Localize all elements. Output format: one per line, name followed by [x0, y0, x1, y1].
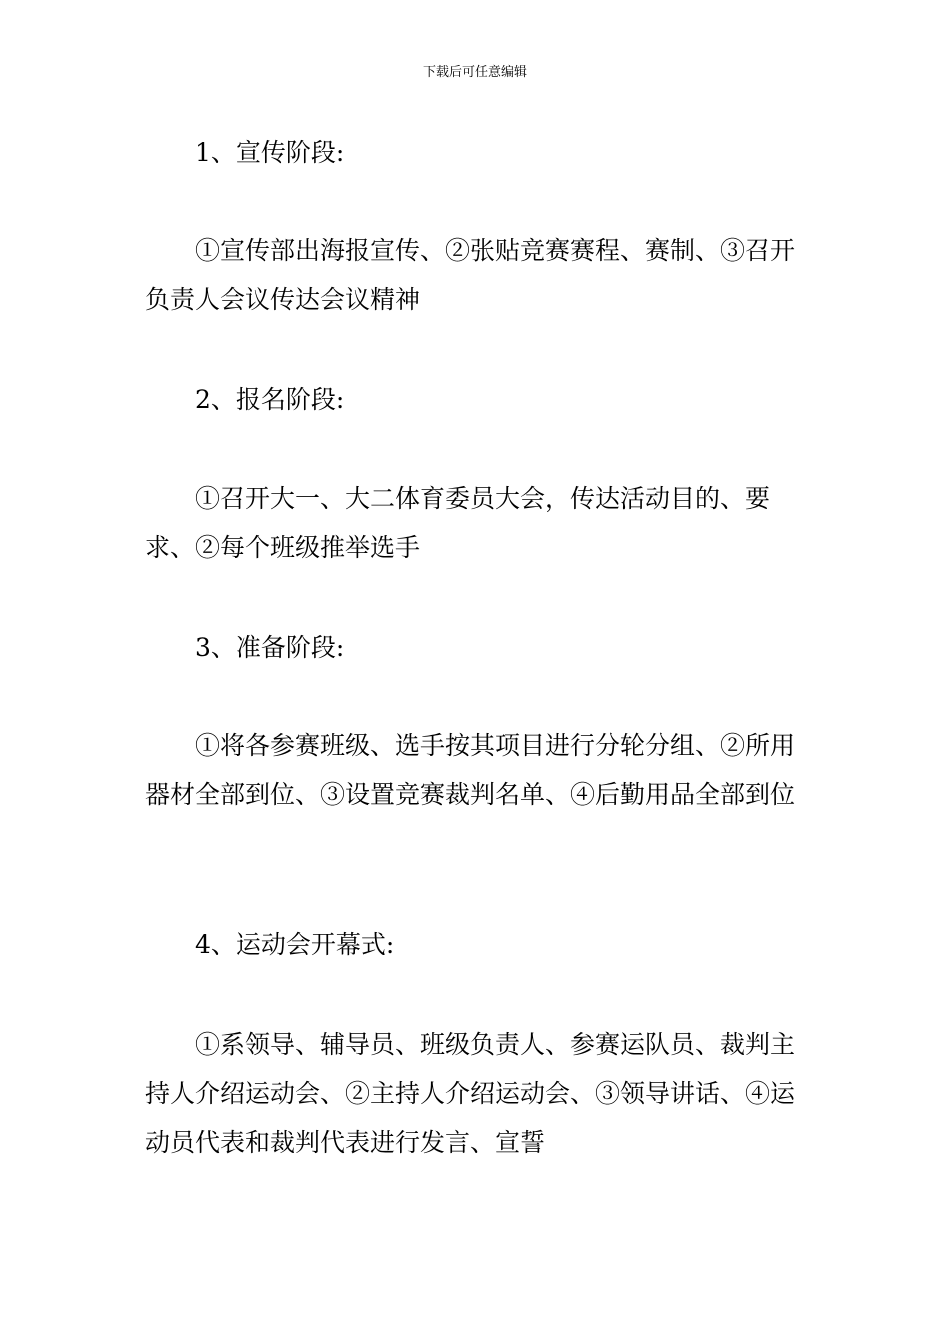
- paragraph-preparation: ①将各参赛班级、选手按其项目进行分轮分组、②所用器材全部到位、③设置竞赛裁判名单、④后勤用品全部到位: [145, 731, 796, 809]
- section-heading-preparation: 3、准备阶段:: [195, 633, 345, 662]
- paragraph-publicity: ①宣传部出海报宣传、②张贴竞赛赛程、赛制、③召开负责人会议传达会议精神: [145, 236, 796, 314]
- section-heading-publicity: 1、宣传阶段:: [195, 138, 345, 167]
- section-heading-opening-ceremony: 4、运动会开幕式:: [195, 930, 395, 959]
- section-heading-registration: 2、报名阶段:: [195, 385, 345, 414]
- paragraph-registration: ①召开大一、大二体育委员大会，传达活动目的、要求、②每个班级推举选手: [145, 484, 771, 562]
- paragraph-opening-ceremony: ①系领导、辅导员、班级负责人、参赛运队员、裁判主持人介绍运动会、②主持人介绍运动会、③领导讲话、④运动员代表和裁判代表进行发言、宣誓: [145, 1030, 796, 1157]
- page-header-note: 下载后可任意编辑: [422, 65, 527, 80]
